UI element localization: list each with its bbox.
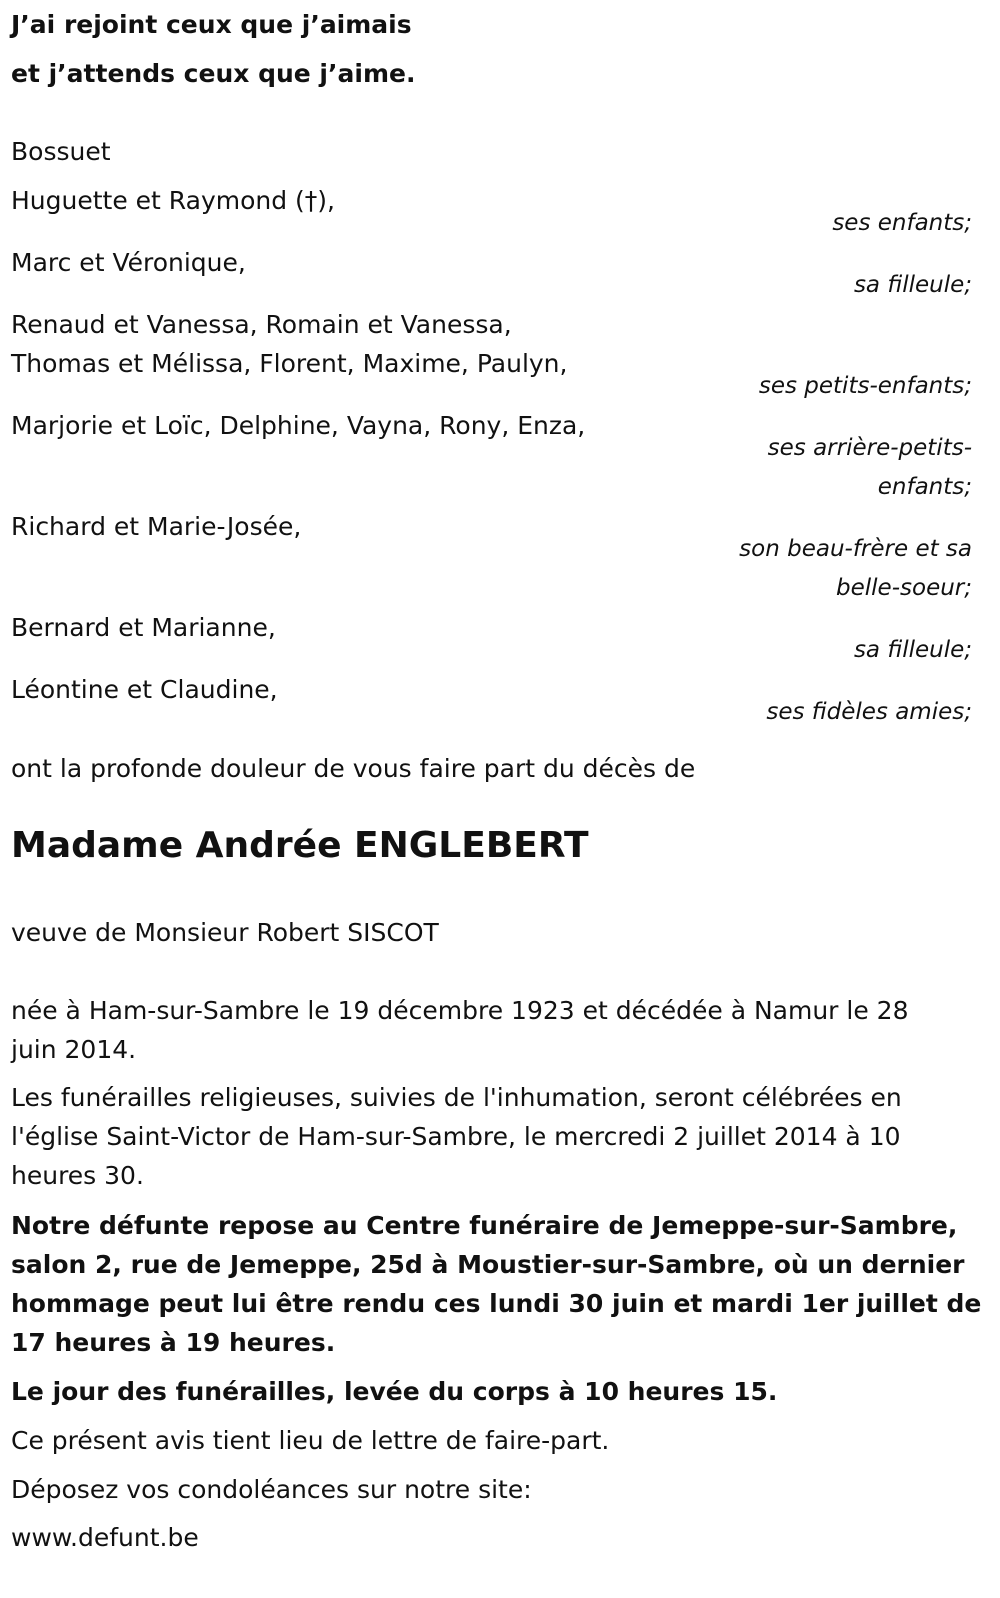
family-renaud: Renaud et Vanessa, Romain et Vanessa, (11, 310, 512, 339)
city: Bossuet (11, 137, 111, 166)
spouse-line: veuve de Monsieur Robert SISCOT (11, 918, 439, 947)
repose-line-2: salon 2, rue de Jemeppe, 25d à Moustier-sur-Sambre, où un dernier (11, 1250, 965, 1279)
birth-death-line-2: juin 2014. (11, 1035, 137, 1064)
repose-line-4: 17 heures à 19 heures. (11, 1328, 336, 1357)
relation-beau-frere-2: belle-soeur; (836, 575, 972, 601)
funeral-line-2: l'église Saint-Victor de Ham-sur-Sambre, le mercredi 2 juillet 2014 à 10 (11, 1122, 901, 1151)
relation-enfants: ses enfants; (832, 210, 972, 236)
birth-death-line-1: née à Ham-sur-Sambre le 19 décembre 1923 et décédée à Namur le 28 (11, 996, 909, 1025)
faire-part-note: Ce présent avis tient lieu de lettre de faire-part. (11, 1426, 610, 1455)
family-bernard: Bernard et Marianne, (11, 613, 276, 642)
condoleances-note: Déposez vos condoléances sur notre site: (11, 1475, 532, 1504)
family-thomas: Thomas et Mélissa, Florent, Maxime, Paulyn, (11, 349, 568, 378)
relation-beau-frere-1: son beau-frère et sa (739, 536, 972, 562)
epigraph-line-1: J’ai rejoint ceux que j’aimais (11, 10, 412, 39)
repose-line-1: Notre défunte repose au Centre funéraire de Jemeppe-sur-Sambre, (11, 1211, 958, 1240)
relation-amies: ses fidèles amies; (766, 699, 972, 725)
deceased-name: Madame Andrée ENGLEBERT (11, 825, 589, 866)
epigraph-line-2: et j’attends ceux que j’aime. (11, 59, 416, 88)
family-leontine: Léontine et Claudine, (11, 675, 278, 704)
funeral-line-1: Les funérailles religieuses, suivies de l'inhumation, seront célébrées en (11, 1083, 902, 1112)
family-huguette: Huguette et Raymond (†), (11, 186, 335, 215)
relation-arriere-2: enfants; (877, 474, 972, 500)
announcement: ont la profonde douleur de vous faire part du décès de (11, 754, 696, 783)
repose-line-3: hommage peut lui être rendu ces lundi 30 juin et mardi 1er juillet de (11, 1289, 982, 1318)
relation-filleule-2: sa filleule; (853, 637, 972, 663)
family-richard: Richard et Marie-Josée, (11, 512, 302, 541)
relation-filleule-1: sa filleule; (853, 272, 972, 298)
levee-du-corps: Le jour des funérailles, levée du corps à 10 heures 15. (11, 1377, 778, 1406)
relation-petits-enfants: ses petits-enfants; (758, 373, 972, 399)
website-link[interactable]: www.defunt.be (11, 1523, 199, 1552)
family-marc: Marc et Véronique, (11, 248, 246, 277)
funeral-line-3: heures 30. (11, 1161, 144, 1190)
relation-arriere-1: ses arrière-petits- (767, 435, 972, 461)
family-marjorie: Marjorie et Loïc, Delphine, Vayna, Rony, Enza, (11, 411, 586, 440)
